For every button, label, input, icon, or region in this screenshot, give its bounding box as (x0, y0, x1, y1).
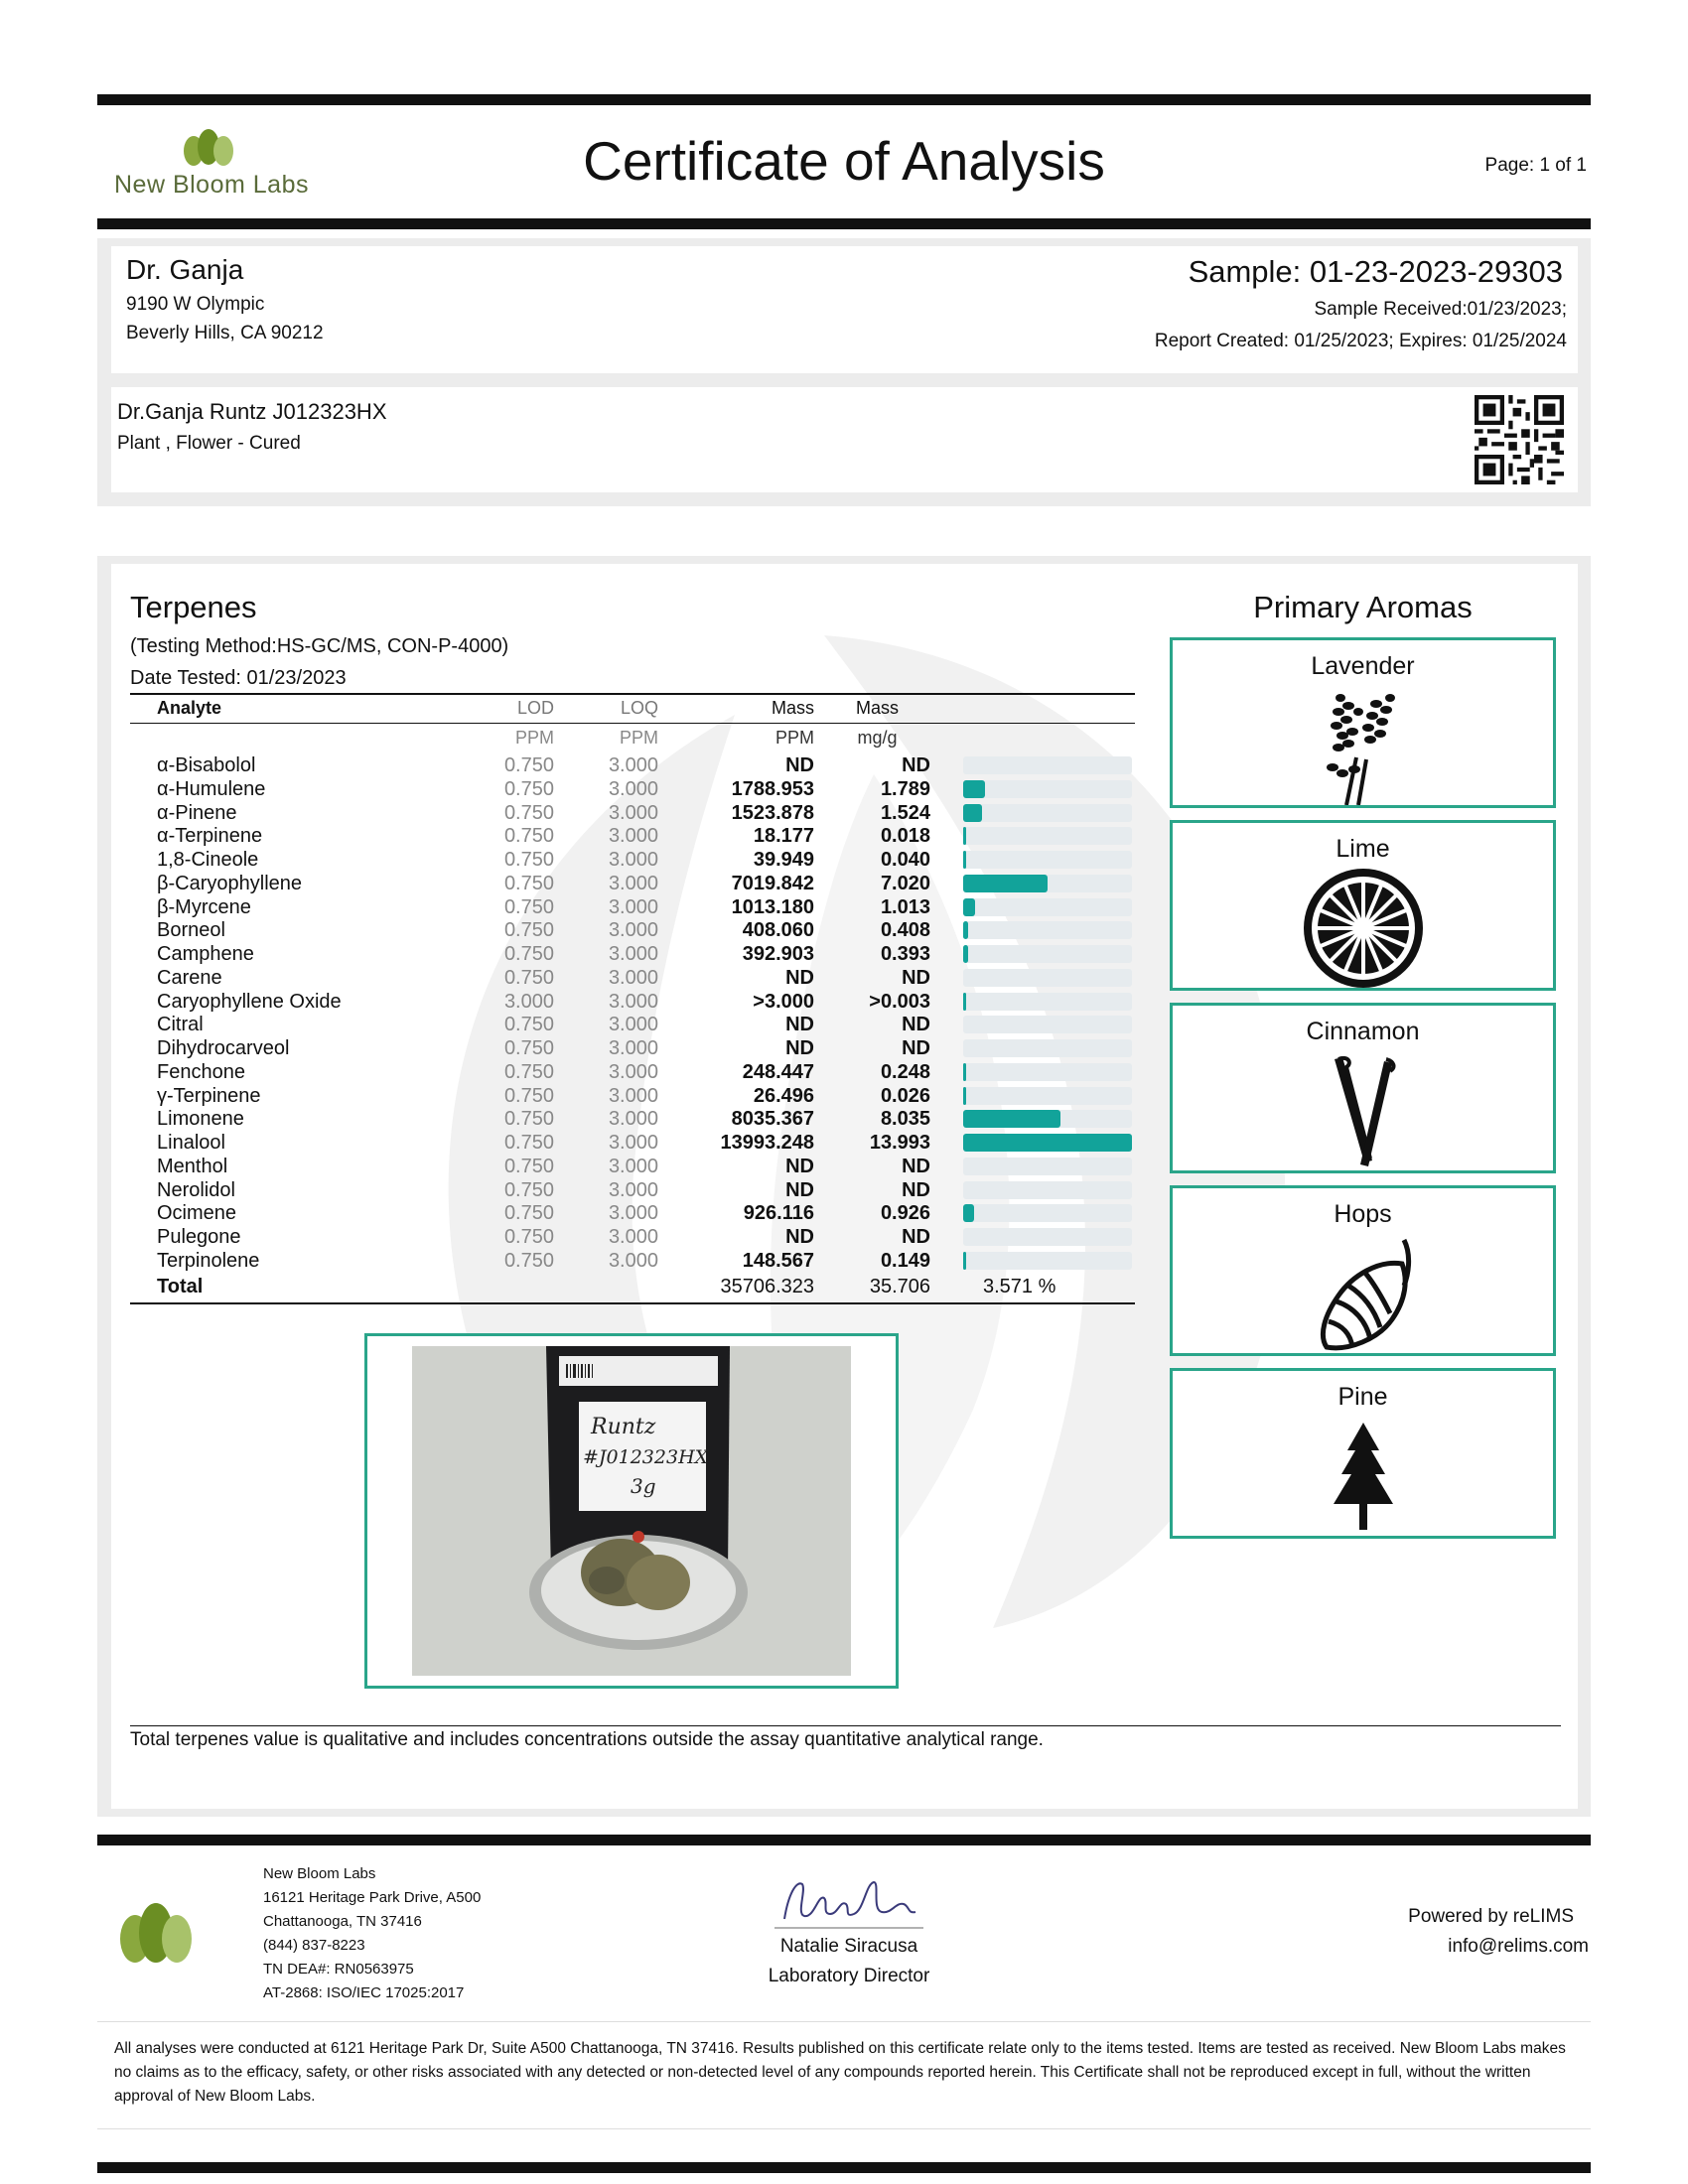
lab-address2: Chattanooga, TN 37416 (263, 1913, 422, 1930)
row-loq: 3.000 (608, 1108, 658, 1131)
total-ppm: 35706.323 (720, 1276, 814, 1297)
row-bar-fill (963, 1252, 966, 1270)
row-loq: 3.000 (608, 1037, 658, 1059)
row-mass-mgg: 0.040 (880, 849, 930, 871)
lab-dea: TN DEA#: RN0563975 (263, 1961, 414, 1978)
row-lod: 0.750 (503, 1014, 554, 1036)
disclaimer-divider (97, 2128, 1591, 2129)
row-loq: 3.000 (608, 825, 658, 848)
report-dates: Report Created: 01/25/2023; Expires: 01/25/2024 (1154, 331, 1567, 351)
row-mass-ppm: 1013.180 (731, 895, 814, 918)
row-mass-mgg: 1.789 (880, 777, 930, 800)
row-bar-track (963, 780, 1132, 798)
row-loq: 3.000 (608, 754, 658, 776)
row-mass-mgg: 0.408 (880, 919, 930, 942)
aroma-card-pine (1170, 1368, 1556, 1539)
unit-loq: PPM (619, 728, 658, 748)
row-bar-track (963, 827, 1132, 845)
header-bottom-rule (97, 218, 1591, 229)
row-bar-fill (963, 1087, 966, 1105)
terpenes-date-tested: Date Tested: 01/23/2023 (130, 667, 347, 689)
row-bar-fill (963, 1110, 1060, 1128)
row-mass-ppm: ND (785, 1226, 814, 1248)
row-analyte: γ-Terpinene (157, 1084, 261, 1107)
row-mass-ppm: ND (785, 1014, 814, 1036)
lab-phone: (844) 837-8223 (263, 1937, 365, 1954)
row-loq: 3.000 (608, 1249, 658, 1272)
top-rule (97, 94, 1591, 105)
row-mass-mgg: >0.003 (869, 990, 930, 1013)
row-lod: 0.750 (503, 825, 554, 848)
row-lod: 0.750 (503, 1155, 554, 1177)
row-mass-ppm: 26.496 (753, 1084, 814, 1107)
row-mass-ppm: ND (785, 1155, 814, 1177)
row-lod: 0.750 (503, 1202, 554, 1225)
total-percent: 3.571 % (983, 1276, 1056, 1297)
row-analyte: Citral (157, 1014, 204, 1036)
row-mass-mgg: 8.035 (880, 1108, 930, 1131)
row-lod: 0.750 (503, 777, 554, 800)
row-analyte: β-Myrcene (157, 895, 251, 918)
client-address-line1: 9190 W Olympic (126, 294, 265, 315)
row-lod: 0.750 (503, 943, 554, 965)
footer-top-rule (97, 1835, 1591, 1845)
row-loq: 3.000 (608, 801, 658, 824)
row-lod: 3.000 (503, 990, 554, 1013)
total-label: Total (157, 1276, 204, 1297)
row-mass-mgg: 7.020 (880, 872, 930, 894)
row-mass-mgg: 0.026 (880, 1084, 930, 1107)
row-loq: 3.000 (608, 966, 658, 989)
lab-accreditation: AT-2868: ISO/IEC 17025:2017 (263, 1984, 465, 2001)
header-analyte: Analyte (157, 698, 222, 718)
page-number: Page: 1 of 1 (1484, 155, 1587, 176)
row-analyte: α-Pinene (157, 801, 237, 824)
row-bar-track (963, 1228, 1132, 1246)
aroma-label: Pine (1337, 1383, 1388, 1411)
table-bottom-rule (130, 1302, 1135, 1304)
page-title: Certificate of Analysis (583, 130, 1105, 192)
row-lod: 0.750 (503, 754, 554, 776)
row-bar-track (963, 945, 1132, 963)
header-lod: LOD (516, 698, 554, 718)
row-mass-mgg: ND (902, 1226, 930, 1248)
row-analyte: α-Terpinene (157, 825, 263, 848)
row-bar-fill (963, 1204, 974, 1222)
row-lod: 0.750 (503, 801, 554, 824)
row-mass-mgg: 0.926 (880, 1202, 930, 1225)
row-bar-track (963, 756, 1132, 774)
row-lod: 0.750 (503, 1132, 554, 1154)
row-mass-mgg: 13.993 (869, 1132, 930, 1154)
disclaimer: All analyses were conducted at 6121 Heritage Park Dr, Suite A500 Chattanooga, TN 37416. Results published on this certificate relate only to the items tested. Items are tested as received. New Bloom Labs makes no claims as to the efficacy, safety, or other risks associated with any detected or non-detected level of any compounds reported herein. This Certificate shall not be reproduced except in full, without the written approval of New Bloom Labs. (114, 2040, 1566, 2105)
row-lod: 0.750 (503, 966, 554, 989)
row-lod: 0.750 (503, 1037, 554, 1059)
row-analyte: Limonene (157, 1108, 244, 1131)
row-mass-mgg: ND (902, 1178, 930, 1201)
row-mass-mgg: 0.393 (880, 943, 930, 965)
row-mass-mgg: ND (902, 966, 930, 989)
logo-text: New Bloom Labs (114, 171, 309, 199)
row-bar-fill (963, 898, 975, 916)
row-mass-ppm: 13993.248 (720, 1132, 814, 1154)
row-analyte: Linalool (157, 1132, 225, 1154)
row-mass-ppm: 18.177 (753, 825, 814, 848)
header-loq: LOQ (620, 698, 658, 718)
row-mass-mgg: 1.013 (880, 895, 930, 918)
row-bar-track (963, 1039, 1132, 1057)
row-mass-ppm: ND (785, 1037, 814, 1059)
unit-lod: PPM (514, 728, 554, 748)
row-bar-track (963, 851, 1132, 869)
row-bar-track (963, 1063, 1132, 1081)
row-analyte: Pulegone (157, 1226, 241, 1248)
aroma-card-lime (1170, 820, 1556, 991)
row-mass-mgg: 1.524 (880, 801, 930, 824)
row-mass-ppm: ND (785, 754, 814, 776)
row-analyte: Caryophyllene Oxide (157, 990, 342, 1013)
row-loq: 3.000 (608, 1014, 658, 1036)
footnote-rule (130, 1725, 1561, 1726)
row-analyte: Fenchone (157, 1060, 245, 1083)
row-mass-ppm: >3.000 (753, 990, 814, 1013)
powered-email[interactable]: info@relims.com (1448, 1936, 1589, 1957)
row-bar-fill (963, 827, 966, 845)
terpenes-method: (Testing Method:HS-GC/MS, CON-P-4000) (130, 635, 509, 657)
qr-code-icon (1475, 395, 1564, 484)
sample-id: Sample: 01-23-2023-29303 (1188, 254, 1563, 289)
client-name: Dr. Ganja (126, 254, 244, 285)
row-loq: 3.000 (608, 849, 658, 871)
row-bar-fill (963, 851, 966, 869)
row-mass-ppm: 7019.842 (731, 872, 814, 894)
row-loq: 3.000 (608, 1202, 658, 1225)
row-analyte: 1,8-Cineole (157, 849, 259, 871)
row-mass-mgg: ND (902, 754, 930, 776)
row-analyte: α-Bisabolol (157, 754, 256, 776)
row-mass-ppm: 408.060 (742, 919, 814, 942)
product-type: Plant , Flower - Cured (117, 433, 301, 454)
row-mass-ppm: 248.447 (742, 1060, 814, 1083)
aroma-card-hops (1170, 1185, 1556, 1356)
row-bar-track (963, 1016, 1132, 1033)
cinnamon-icon (1329, 1053, 1398, 1170)
row-lod: 0.750 (503, 895, 554, 918)
row-loq: 3.000 (608, 1060, 658, 1083)
row-bar-fill (963, 780, 985, 798)
lime-icon (1302, 867, 1425, 990)
row-mass-ppm: 1788.953 (731, 777, 814, 800)
signature (774, 1874, 923, 1934)
aroma-label: Lavender (1311, 652, 1415, 680)
photo-label-line1: Runtz (591, 1415, 656, 1439)
aroma-label: Lime (1336, 835, 1390, 863)
row-analyte: Carene (157, 966, 222, 989)
row-analyte: β-Caryophyllene (157, 872, 303, 894)
row-mass-ppm: 39.949 (753, 849, 814, 871)
row-analyte: Menthol (157, 1155, 228, 1177)
row-analyte: Terpinolene (157, 1249, 260, 1272)
total-mgg: 35.706 (869, 1276, 930, 1297)
client-address-line2: Beverly Hills, CA 90212 (126, 323, 324, 343)
row-analyte: Dihydrocarveol (157, 1037, 290, 1059)
photo-label-line2: #J012323HX (583, 1446, 709, 1468)
row-bar-fill (963, 804, 982, 822)
row-bar-track (963, 969, 1132, 987)
row-loq: 3.000 (608, 1226, 658, 1248)
row-lod: 0.750 (503, 1178, 554, 1201)
row-lod: 0.750 (503, 919, 554, 942)
row-loq: 3.000 (608, 777, 658, 800)
row-bar-track (963, 1204, 1132, 1222)
row-bar-track (963, 993, 1132, 1011)
footer-divider (97, 2021, 1591, 2022)
row-mass-ppm: 926.116 (743, 1202, 814, 1225)
row-bar-fill (963, 1134, 1132, 1152)
row-lod: 0.750 (503, 872, 554, 894)
header-mass-ppm: Mass (771, 698, 814, 718)
footer-logo-icon (111, 1901, 201, 1971)
row-loq: 3.000 (608, 1178, 658, 1201)
powered-by: Powered by reLIMS (1408, 1906, 1574, 1927)
row-bar-track (963, 898, 1132, 916)
row-mass-ppm: 8035.367 (731, 1108, 814, 1131)
row-analyte: Camphene (157, 943, 254, 965)
row-loq: 3.000 (608, 1084, 658, 1107)
row-analyte: Ocimene (157, 1202, 237, 1225)
product-name: Dr.Ganja Runtz J012323HX (117, 399, 387, 424)
unit-mgg: mg/g (857, 728, 898, 748)
row-bar-fill (963, 875, 1048, 892)
lavender-icon (1319, 688, 1408, 805)
row-mass-ppm: ND (785, 1178, 814, 1201)
lab-address1: 16121 Heritage Park Drive, A500 (263, 1889, 482, 1906)
row-lod: 0.750 (503, 1249, 554, 1272)
row-mass-mgg: 0.018 (880, 825, 930, 848)
table-top-rule (130, 693, 1135, 695)
sample-photo (412, 1346, 851, 1676)
row-bar-fill (963, 921, 968, 939)
row-loq: 3.000 (608, 895, 658, 918)
row-mass-ppm: 148.567 (742, 1249, 814, 1272)
row-loq: 3.000 (608, 919, 658, 942)
row-analyte: Nerolidol (157, 1178, 235, 1201)
row-bar-track (963, 1252, 1132, 1270)
row-loq: 3.000 (608, 1155, 658, 1177)
row-mass-mgg: 0.248 (880, 1060, 930, 1083)
lab-name: New Bloom Labs (263, 1865, 376, 1882)
row-loq: 3.000 (608, 872, 658, 894)
photo-label-line3: 3g (631, 1474, 656, 1498)
row-lod: 0.750 (503, 1084, 554, 1107)
row-bar-track (963, 1158, 1132, 1175)
row-bar-fill (963, 993, 966, 1011)
row-mass-ppm: 1523.878 (731, 801, 814, 824)
row-lod: 0.750 (503, 1226, 554, 1248)
row-analyte: Borneol (157, 919, 225, 942)
sample-received: Sample Received:01/23/2023; (1314, 299, 1567, 320)
aromas-title: Primary Aromas (1253, 590, 1473, 624)
row-lod: 0.750 (503, 849, 554, 871)
terpenes-title: Terpenes (130, 590, 257, 624)
row-mass-mgg: ND (902, 1155, 930, 1177)
row-mass-ppm: ND (785, 966, 814, 989)
hops-icon (1309, 1236, 1418, 1353)
row-mass-mgg: ND (902, 1037, 930, 1059)
row-mass-ppm: 392.903 (742, 943, 814, 965)
row-mass-mgg: ND (902, 1014, 930, 1036)
row-lod: 0.750 (503, 1108, 554, 1131)
row-lod: 0.750 (503, 1060, 554, 1083)
signer-name: Natalie Siracusa (779, 1936, 918, 1957)
row-bar-fill (963, 1063, 966, 1081)
table-header-rule (130, 723, 1135, 724)
row-bar-track (963, 804, 1132, 822)
row-bar-fill (963, 945, 968, 963)
row-loq: 3.000 (608, 1132, 658, 1154)
signer-title: Laboratory Director (768, 1966, 930, 1986)
aroma-card-lavender (1170, 637, 1556, 808)
aroma-label: Hops (1334, 1200, 1392, 1228)
row-bar-track (963, 1181, 1132, 1199)
row-bar-track (963, 921, 1132, 939)
aroma-label: Cinnamon (1306, 1018, 1420, 1045)
terpenes-footnote: Total terpenes value is qualitative and includes concentrations outside the assay quantitative analytical range. (130, 1729, 1044, 1750)
aroma-card-cinnamon (1170, 1003, 1556, 1173)
row-bar-track (963, 1087, 1132, 1105)
row-loq: 3.000 (608, 943, 658, 965)
unit-ppm: PPM (774, 728, 814, 748)
row-analyte: α-Humulene (157, 777, 266, 800)
row-mass-mgg: 0.149 (880, 1249, 930, 1272)
pine-tree-icon (1324, 1423, 1403, 1532)
bottom-rule (97, 2162, 1591, 2173)
row-loq: 3.000 (608, 990, 658, 1013)
header-mass-mgg: Mass (855, 698, 899, 718)
